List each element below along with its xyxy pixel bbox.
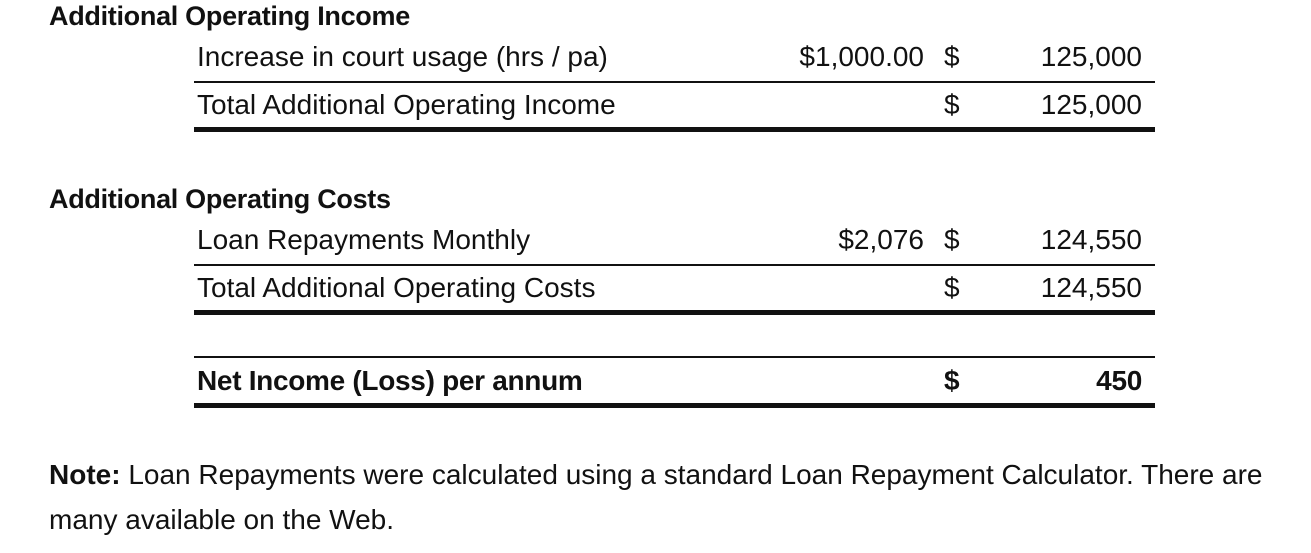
- income-total-label: Total Additional Operating Income: [197, 89, 616, 120]
- net-income-amount: 450: [1096, 365, 1142, 396]
- net-income-label: Net Income (Loss) per annum: [197, 365, 583, 396]
- costs-line-item-rate: $2,076: [838, 224, 924, 255]
- costs-total-divider: [194, 310, 1155, 315]
- income-line-item-rate: $1,000.00: [799, 41, 924, 72]
- income-total-divider: [194, 127, 1155, 132]
- income-line-item-currency: $: [944, 41, 960, 72]
- net-income-row: [194, 362, 1154, 408]
- income-line-item-amount: 125,000: [1040, 41, 1142, 72]
- note-paragraph: [49, 452, 1289, 542]
- note-label: Note:: [49, 459, 121, 490]
- costs-line-item-label: Loan Repayments Monthly: [197, 224, 531, 255]
- costs-total-currency: $: [944, 272, 960, 303]
- costs-line-item-currency: $: [944, 224, 960, 255]
- income-heading: Additional Operating Income: [49, 1, 410, 31]
- income-line-item-label: Increase in court usage (hrs / pa): [197, 41, 608, 72]
- costs-total-label: Total Additional Operating Costs: [197, 272, 596, 303]
- net-income-currency: $: [944, 365, 960, 396]
- costs-total-amount: 124,550: [1040, 272, 1142, 303]
- income-total-amount: 125,000: [1040, 89, 1142, 120]
- income-total-row: [194, 86, 1154, 132]
- note-text: Loan Repayments were calculated using a standard Loan Repayment Calculator. There are many available on the Web.: [49, 459, 1263, 535]
- income-line-item-row: [194, 38, 1154, 84]
- costs-line-item-amount: 124,550: [1040, 224, 1142, 255]
- costs-heading: Additional Operating Costs: [49, 184, 391, 214]
- net-bottom-divider: [194, 403, 1155, 408]
- income-total-currency: $: [944, 89, 960, 120]
- costs-total-row: [194, 269, 1154, 315]
- costs-line-item-row: [194, 221, 1154, 267]
